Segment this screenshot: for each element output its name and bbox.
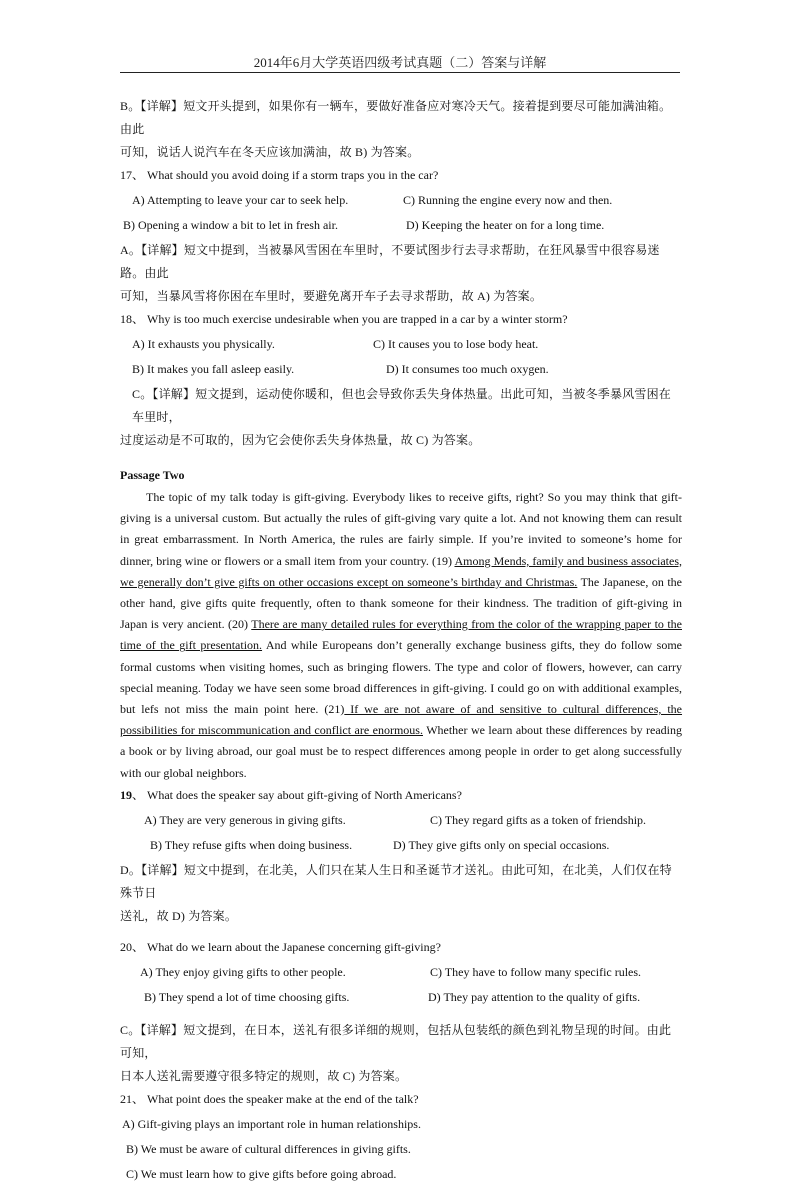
q17-options-row1 bbox=[120, 189, 682, 212]
passage-body bbox=[120, 487, 682, 784]
q18-question: 18、 Why is too much exercise undesirable when you are trapped in a car by a winter storm? bbox=[120, 312, 568, 326]
q17-option-c: C) Running the engine every now and then. bbox=[403, 193, 613, 207]
q20-options-row2 bbox=[120, 986, 682, 1009]
q17-explanation-line2: 可知，当暴风雪将你困在车里时，要避免离开车子去寻求帮助，故 A) 为答案。 bbox=[120, 289, 543, 303]
q20-options-row1 bbox=[120, 961, 682, 984]
q19-question bbox=[120, 784, 682, 807]
q19-explanation-line2: 送礼，故 D) 为答案。 bbox=[120, 908, 238, 923]
q19-options-row1 bbox=[120, 809, 682, 832]
q18-explanation-line1: C。【详解】短文提到，运动使你暖和，但也会导致你丢失身体热量。出此可知，当被冬季暴风雪困在车里时， bbox=[132, 387, 672, 424]
q18-option-d: D) It consumes too much oxygen. bbox=[386, 362, 549, 376]
q19-option-d: D) They give gifts only on special occasions. bbox=[393, 837, 610, 852]
q18-explanation-line2: 过度运动是不可取的，因为它会使你丢失身体热量，故 C) 为答案。 bbox=[120, 433, 481, 447]
q19-option-a: A) They are very generous in giving gifts. bbox=[144, 812, 346, 827]
passage-title: Passage Two bbox=[120, 468, 185, 482]
section-gap bbox=[120, 452, 682, 464]
q21-question: 21、 What point does the speaker make at the end of the talk? bbox=[120, 1091, 419, 1106]
page-content bbox=[120, 95, 682, 1188]
q20-option-b: B) They spend a lot of time choosing gifts. bbox=[144, 989, 350, 1004]
q21-option-c-row bbox=[120, 1163, 682, 1186]
q19-option-b: B) They refuse gifts when doing business. bbox=[150, 837, 353, 852]
passage-underlined-20: There are many detailed rules for everything from the color of the wrapping paper to the time of the gift presentation. bbox=[120, 617, 682, 653]
q21-option-b: B) We must be aware of cultural differences in giving gifts. bbox=[126, 1141, 411, 1156]
passage-text-4: Whether we learn about these differences by reading a book or by living abroad, our goal must be to respect differences among people in order to get along successfully with our global neighbors. bbox=[120, 723, 682, 780]
passage-underlined-21: If we are not aware of and sensitive to cultural differences, the possibilities for miscommunication and conflict are enormous. bbox=[120, 702, 683, 738]
q20-explanation-line1: C。【详解】短文提到，在日本，送礼有很多详细的规则，包括从包装纸的颜色到礼物呈现的时间。由此可知， bbox=[120, 1022, 672, 1060]
q17-option-b: B) Opening a window a bit to let in fresh air. bbox=[123, 218, 338, 232]
q19-explanation-line1: D。【详解】短文中提到，在北美，人们只在某人生日和圣诞节才送礼。由此可知，在北美，人们仅在特殊节日 bbox=[120, 862, 672, 900]
q19-option-c: C) They regard gifts as a token of friendship. bbox=[430, 812, 647, 827]
section-gap bbox=[120, 928, 682, 936]
section-gap bbox=[120, 1011, 682, 1019]
q21-option-a: A) Gift-giving plays an important role in human relationships. bbox=[122, 1116, 421, 1131]
q17-options-row2 bbox=[120, 214, 682, 237]
q21-option-b-row bbox=[120, 1138, 682, 1161]
q17-question: 17、 What should you avoid doing if a storm traps you in the car? bbox=[120, 168, 439, 182]
q18-option-b: B) It makes you fall asleep easily. bbox=[132, 362, 295, 376]
q17-explanation-line1: A。【详解】短文中提到，当被暴风雪困在车里时，不要试图步行去寻求帮助，在狂风暴雪中很容易迷路。由此 bbox=[120, 243, 660, 280]
q18-options-row1 bbox=[120, 333, 682, 356]
q18-option-c: C) It causes you to lose body heat. bbox=[373, 337, 539, 351]
q21-option-c: C) We must learn how to give gifts before going abroad. bbox=[126, 1166, 397, 1181]
q20-option-c: C) They have to follow many specific rules. bbox=[430, 964, 642, 979]
q21-option-a-row bbox=[120, 1113, 682, 1136]
q18-options-row2 bbox=[120, 358, 682, 381]
page-header: 2014年6月大学英语四级考试真题（二）答案与详解 bbox=[253, 55, 547, 70]
q18-option-a: A) It exhausts you physically. bbox=[132, 337, 275, 351]
q19-question-text: 、 What does the speaker say about gift-giving of North Americans? bbox=[132, 787, 462, 802]
q19-number: 19 bbox=[120, 787, 132, 802]
q16-explanation-line2: 可知，说话人说汽车在冬天应该加满油，故 B) 为答案。 bbox=[120, 145, 420, 159]
passage-text-3: And while Europeans don’t generally exchange business gifts, they do follow some formal customs when visiting homes, such as bringing flowers. The type and color of flowers, however, can carry special meaning. Today we have seen some broad differences in gift-giving. I could go on with additional examples, but lefs not miss the main point here. (21) bbox=[120, 638, 682, 717]
q16-explanation-line1: B。【详解】短文开头提到，如果你有一辆车，要做好准备应对寒冷天气。接着提到要尽可能加满油箱。 由此 bbox=[120, 99, 672, 136]
q20-explanation-line2: 日本人送礼需要遵守很多特定的规则，故 C) 为答案。 bbox=[120, 1068, 408, 1083]
q17-option-a: A) Attempting to leave your car to seek help. bbox=[132, 193, 349, 207]
passage-text-1: The topic of my talk today is gift-giving. Everybody likes to receive gifts, right? So you may think that gift-giving is a universal custom. But actually the rules of gift-giving vary quite a lot. And not knowing them can result in great embarrassment. In North America, the rules are fairly simple. If you’re invited to someone’s home for dinner, bring wine or flowers or a small item from your country. (19) bbox=[120, 490, 682, 568]
q20-option-d: D) They pay attention to the quality of gifts. bbox=[428, 989, 641, 1004]
header-rule bbox=[120, 72, 680, 73]
q20-option-a: A) They enjoy giving gifts to other people. bbox=[140, 964, 346, 979]
q19-options-row2 bbox=[120, 834, 682, 857]
passage-text-2: The Japanese, on the other hand, give gifts quite frequently, often to thank someone for their kindness. The tradition of gift-giving in Japan is very ancient. (20) bbox=[120, 574, 682, 632]
q20-question: 20、 What do we learn about the Japanese concerning gift-giving? bbox=[120, 939, 441, 954]
q17-option-d: D) Keeping the heater on for a long time. bbox=[406, 218, 605, 232]
passage-underlined-19: Among Mends, family and business associates, we generally don’t give gifts on other occasions except on someone’s birthday and Christmas. bbox=[120, 553, 683, 589]
